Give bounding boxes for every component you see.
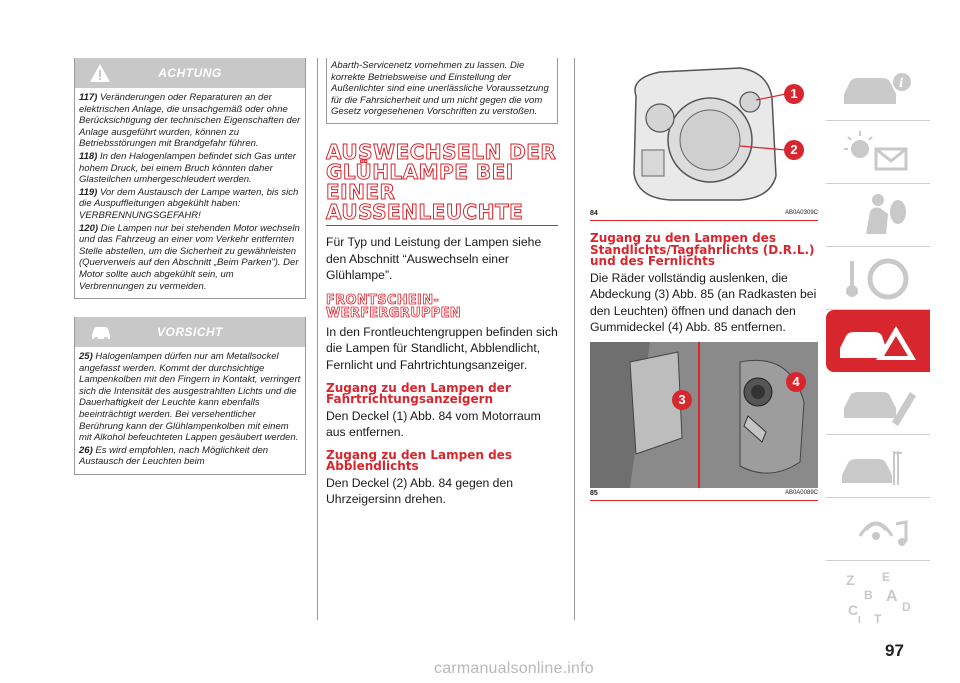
figure-85 [590,342,818,488]
figure-number: 85 [590,489,598,497]
caution-item: 26) Es wird empfohlen, nach Möglichkeit den Austausch der Leuchten beim [79,444,269,468]
seat-airbag-icon [836,190,920,240]
callout-4: 4 [786,372,806,392]
column-divider [574,58,575,620]
text-blinker: Den Deckel (1) Abb. 84 vom Motorraum aus entfernen. [326,408,541,440]
car-emergency-icon [836,316,920,366]
multimedia-icon [836,504,920,554]
caution-title: VORSICHT [156,325,223,340]
steering-key-icon [836,253,920,303]
warning-item: 118) In den Halogenlampen befindet sich Gas unter hohem Druck, bei einem Bruch könnten daher Glasteilchen umhergeschleudert werden. [79,150,296,186]
warning-box [74,58,306,299]
heading-blinker: Zugang zu den Lampen der Fahrtrichtungsanzeigern [326,380,511,407]
caution-box [74,317,306,475]
index-letters-icon [836,567,920,627]
svg-text:B: B [864,588,873,602]
figure-number: 84 [590,210,598,217]
warning-list [75,88,305,298]
car-info-icon [836,64,920,114]
section-intro: Für Typ und Leistung der Lampen siehe den Abschnitt “Auswechseln einer Glühlampe”. [326,234,542,283]
figure-rule [590,220,818,221]
warning-lights-icon [836,127,920,177]
caution-item: 25) Halogenlampen dürfen nur am Metallsockel angefasst werden. Kommt der durchsichtige Lampenkolben mit den Fingern in Kontakt, verringert sich die Intensität des ausgestrahlten Lichts und die Dauerhaftigkeit der Leuchte kann ebenfalls beeinträchtigt werden. Bei versehentlicher Berührung kann der Glühlampenkolben mit einem mit Alkohol befeuchteten Lappen gesäubert werden. [79,351,301,444]
warning-title: ACHTUNG [158,66,222,80]
right-column [590,58,818,501]
warning-item: 119) Vor dem Austausch der Lampe warten, bis sich die Auspuffleitungen abgekühlt haben: VERBRENNUNGSGEFAHR! [79,186,299,221]
headlamp-illustration [590,58,818,208]
figure-code: AB0A0089C [784,489,818,496]
chapter-technical-data[interactable] [826,435,930,498]
callout-3: 3 [672,390,692,410]
svg-text:I: I [858,615,861,626]
warning-item: 120) Die Lampen nur bei stehenden Motor wechseln und das Fahrzeug an einer vom Verkehr entfernten Stelle abstellen, um die Sicherheit zu gewährleisten (Querverweis auf den Abschnitt „Beim Parken"). Der Motor sollte auch abgekühlt sein, um Verbrennungen zu vermeiden. [79,222,300,292]
text-low-beam: Den Deckel (2) Abb. 84 gegen den Uhrzeigersinn drehen. [326,475,514,507]
chapter-emergency[interactable] [826,310,930,372]
figure-rule [590,500,818,501]
section-title: AUSWECHSELN DER GLÜHLAMPE BEI EINER AUSSENLEUCHTE [326,139,557,224]
chapter-seats-airbags[interactable] [826,184,930,247]
section-title-rule [326,225,558,226]
column-divider [317,58,318,620]
caution-continuation [326,58,558,124]
wheel-arch-illustration [590,342,818,488]
left-column [74,58,306,475]
callout-1: 1 [784,84,804,104]
page-number: 97 [885,641,904,660]
heading-drl: Zugang zu den Lampen des Standlichts/Tagfahrlichts (D.R.L.) und des Fernlichts [590,231,815,268]
caution-continuation-text: Abarth-Servicenetz vornehmen zu lassen. Die korrekte Betriebsweise und Einstellung der Außenlichter sind eine unerlässliche Voraussetzung für die Fahrsicherheit und um nicht gegen die vom Gesetz vorgesehenen Vorschriften zu verstoßen. [331,60,549,118]
svg-text:T: T [874,612,882,626]
heading-low-beam: Zugang zu den Lampen des Abblendlichts [326,447,512,474]
callout-2: 2 [784,140,804,160]
chapter-maintenance[interactable] [826,372,930,435]
chapter-multimedia[interactable] [826,498,930,561]
middle-column [326,58,558,508]
figure-code: AB0A0309C [784,210,818,216]
svg-text:E: E [882,570,891,584]
chapter-car-info[interactable] [826,58,930,121]
chapter-starting-driving[interactable] [826,247,930,310]
car-specs-icon [836,441,920,491]
watermark: carmanualsonline.info [434,660,594,677]
chapter-sidebar [826,58,930,626]
maintenance-wrench-icon [836,378,920,428]
warning-box-header [75,58,305,88]
svg-text:A: A [886,588,898,605]
svg-text:i: i [899,76,904,90]
figure-85-caption [590,490,818,497]
subsection-title: FRONTSCHEIN-WERFERGRUPPEN [326,292,461,321]
figure-84-caption [590,210,818,217]
chapter-index[interactable] [826,561,930,626]
chapter-warning-lights[interactable] [826,121,930,184]
caution-box-header [75,317,305,347]
figure-84 [590,58,818,208]
caution-list [75,347,305,475]
svg-text:D: D [902,600,911,614]
subsection-text: In den Frontleuchtengruppen befinden sich die Lampen für Standlicht, Abblendlicht, Fernlicht und Fahrtrichtungsanzeiger. [326,324,558,372]
text-drl: Die Räder vollständig auslenken, die Abdeckung (3) Abb. 85 (an Radkasten bei den Leuchten) öffnen und danach den Gummideckel (4) Abb. 85 entfernen. [590,270,817,335]
svg-text:C: C [848,602,859,618]
svg-text:Z: Z [846,572,855,588]
warning-item: 117) Veränderungen oder Reparaturen an der elektrischen Anlage, die unsachgemäß oder ohne Berücksichtigung der technischen Eigenschaften der Anlage ausgeführt wurden, können zu Betriebsstörungen mit Brandgefahr führen. [79,92,301,150]
